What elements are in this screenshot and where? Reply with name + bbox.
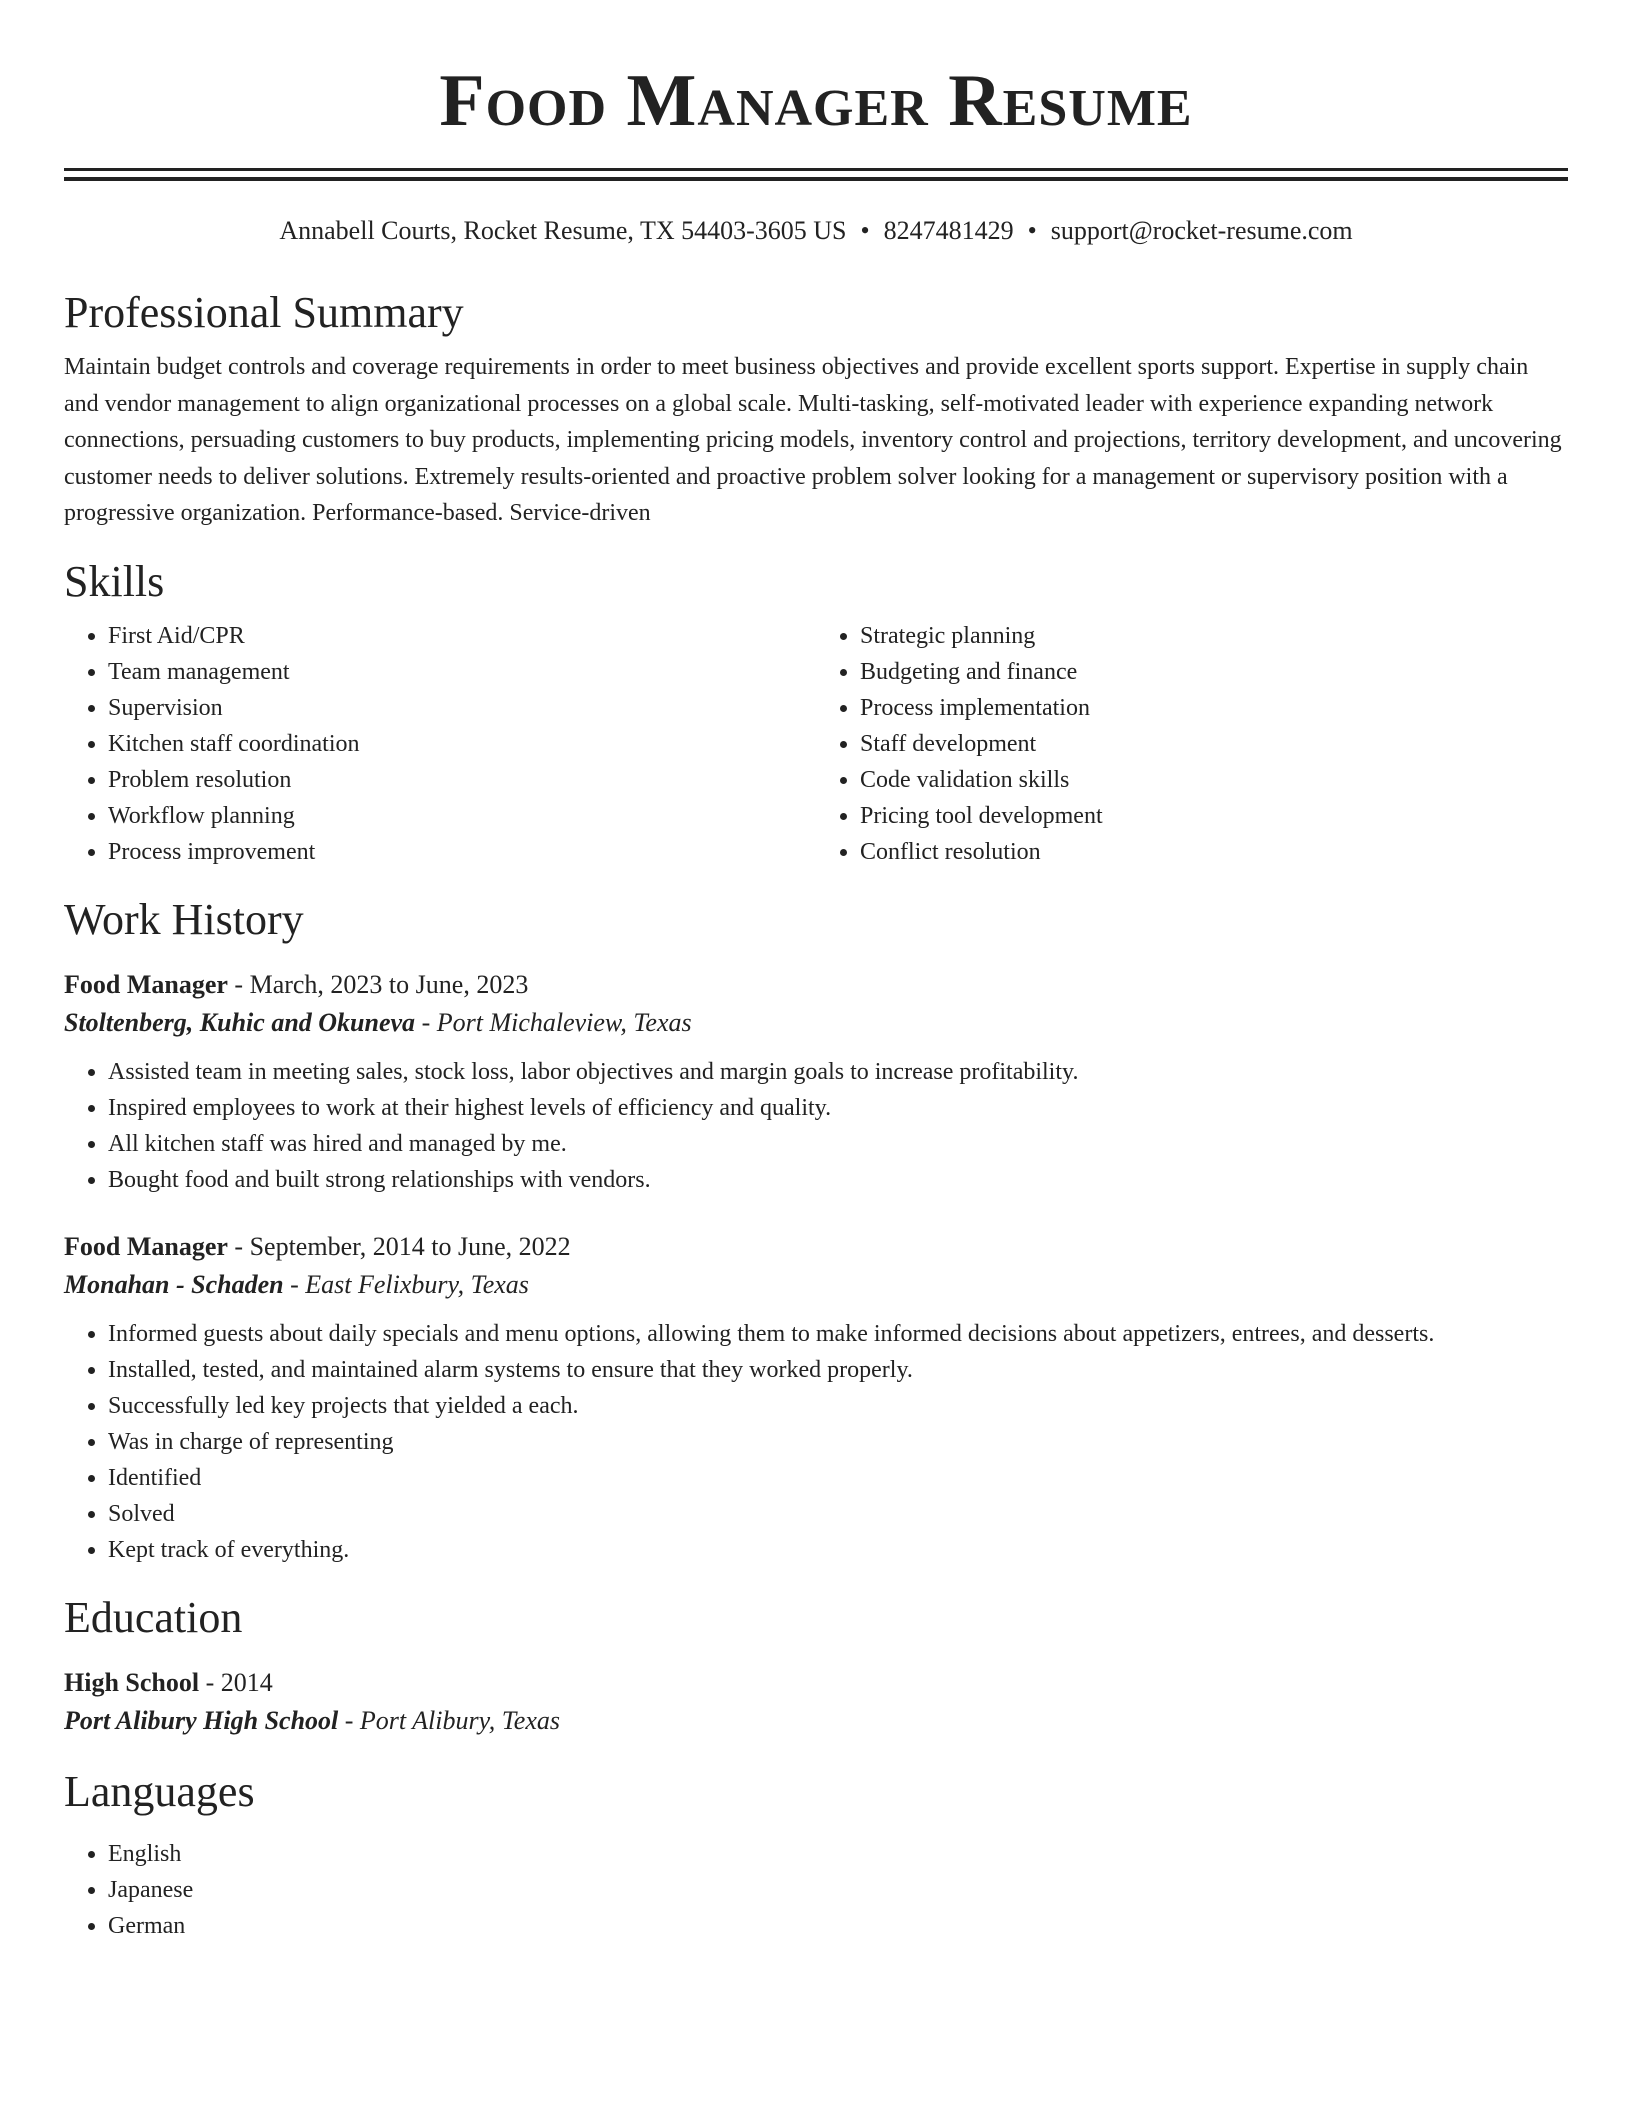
education-location: - Port Alibury, Texas [338, 1705, 561, 1735]
job-title: Food Manager [64, 1231, 228, 1261]
job-duty: • Solved [108, 1496, 1568, 1532]
job-duties-list [64, 1316, 1568, 1568]
contact-address: Annabell Courts, Rocket Resume, TX 54403-3605 US [279, 216, 847, 245]
resume-title: Food Manager Resume [439, 60, 1193, 142]
contact-separator: • [1027, 216, 1037, 245]
skill-item: • First Aid/CPR [108, 618, 816, 654]
education-year: - 2014 [199, 1667, 273, 1697]
skill-item: • Problem resolution [108, 762, 816, 798]
work-history-heading: Work History [64, 894, 304, 944]
job-header [64, 1228, 1568, 1266]
skill-item: • Conflict resolution [860, 834, 1568, 870]
skill-item: • Pricing tool development [860, 798, 1568, 834]
skill-item: • Budgeting and finance [860, 654, 1568, 690]
job-employer-line [64, 1266, 1568, 1304]
education-school: Port Alibury High School [64, 1705, 339, 1735]
skills-list-right [816, 618, 1568, 870]
education-header [64, 1664, 1568, 1702]
skills-column-left [64, 618, 816, 870]
job-duties-list [64, 1054, 1568, 1198]
skills-heading: Skills [64, 556, 165, 606]
language-item: • German [108, 1908, 1568, 1944]
languages-heading: Languages [64, 1766, 255, 1816]
language-item: • Japanese [108, 1872, 1568, 1908]
job-title: Food Manager [64, 969, 228, 999]
job-header [64, 966, 1568, 1004]
contact-line [64, 215, 1568, 247]
job-dates: - September, 2014 to June, 2022 [227, 1231, 571, 1261]
title-rule-top [64, 168, 1568, 171]
job-entry [64, 966, 1568, 1198]
job-duty: • Inspired employees to work at their highest levels of efficiency and quality. [108, 1090, 1568, 1126]
skill-item: • Process implementation [860, 690, 1568, 726]
job-company: Monahan - Schaden [64, 1269, 284, 1299]
language-item: • English [108, 1836, 1568, 1872]
languages-list [64, 1836, 1568, 1944]
job-duty: • Informed guests about daily specials and menu options, allowing them to make informed decisions about appetizers, entrees, and desserts. [108, 1316, 1568, 1352]
education-school-line [64, 1702, 1568, 1740]
skills-column-right [816, 618, 1568, 870]
job-duty: • Installed, tested, and maintained alarm systems to ensure that they worked properly. [108, 1352, 1568, 1388]
job-company: Stoltenberg, Kuhic and Okuneva [64, 1007, 416, 1037]
job-duty: • Kept track of everything. [108, 1532, 1568, 1568]
job-employer-line [64, 1004, 1568, 1042]
job-duty: • Assisted team in meeting sales, stock loss, labor objectives and margin goals to increase profitability. [108, 1054, 1568, 1090]
job-duty: • Successfully led key projects that yielded a each. [108, 1388, 1568, 1424]
skill-item: • Code validation skills [860, 762, 1568, 798]
education-heading: Education [64, 1592, 243, 1642]
job-duty: • Bought food and built strong relationships with vendors. [108, 1162, 1568, 1198]
skill-item: • Supervision [108, 690, 816, 726]
job-duty: • Was in charge of representing [108, 1424, 1568, 1460]
job-location: - East Felixbury, Texas [283, 1269, 529, 1299]
education-entry [64, 1664, 1568, 1740]
summary-text: Maintain budget controls and coverage requirements in order to meet business objectives and provide excellent sports support. Expertise in supply chain and vendor management to align organizational processes on a global scale. Multi-tasking, self-motivated leader with experience expanding network connections, persuading customers to buy products, implementing pricing models, inventory control and projections, territory development, and uncovering customer needs to deliver solutions. Extremely results-oriented and proactive problem solver looking for a management or supervisory position with a progressive organization. Performance-based. Service-driven [64, 354, 1562, 526]
skills-grid [64, 618, 1568, 870]
job-duty: • All kitchen staff was hired and managed by me. [108, 1126, 1568, 1162]
skill-item: • Process improvement [108, 834, 816, 870]
job-dates: - March, 2023 to June, 2023 [227, 969, 529, 999]
skill-item: • Strategic planning [860, 618, 1568, 654]
contact-separator: • [860, 216, 870, 245]
contact-email: support@rocket-resume.com [1050, 216, 1353, 245]
skill-item: • Staff development [860, 726, 1568, 762]
skill-item: • Team management [108, 654, 816, 690]
skill-item: • Workflow planning [108, 798, 816, 834]
education-degree: High School [64, 1667, 200, 1697]
skills-list-left [64, 618, 816, 870]
job-location: - Port Michaleview, Texas [415, 1007, 692, 1037]
title-rule-bottom [64, 177, 1568, 181]
job-entry [64, 1228, 1568, 1568]
contact-phone: 8247481429 [883, 216, 1014, 245]
summary-heading: Professional Summary [64, 288, 464, 337]
skill-item: • Kitchen staff coordination [108, 726, 816, 762]
job-duty: • Identified [108, 1460, 1568, 1496]
